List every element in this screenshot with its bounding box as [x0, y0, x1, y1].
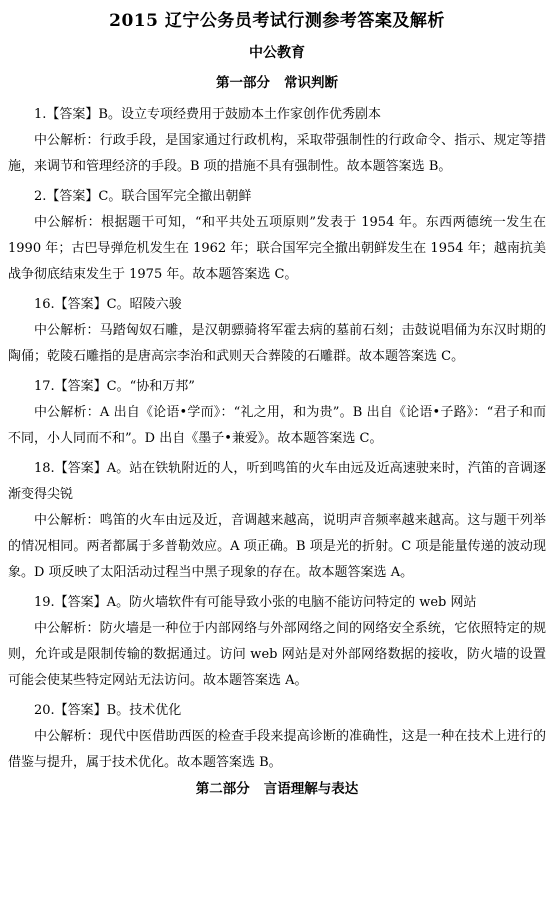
explanation-paragraph: 中公解析：A 出自《论语•学而》：“礼之用，和为贵”。B 出自《论语•子路》：“君子和而不同，小人同而不和”。D 出自《墨子•兼爱》。故本题答案选 C。	[8, 405, 546, 446]
answer-block-1	[8, 102, 546, 180]
organization-name: 中公教育	[249, 45, 305, 61]
answer-line: 20.【答案】B。技术优化	[34, 703, 182, 718]
answer-line: 1.【答案】B。设立专项经费用于鼓励本土作家创作优秀剧本	[34, 107, 381, 122]
answer-block-18	[8, 456, 546, 586]
answer-line: 17.【答案】C。“协和万邦”	[34, 379, 195, 394]
document-title: 2015 辽宁公务员考试行测参考答案及解析	[109, 11, 445, 31]
answer-block-17	[8, 374, 546, 452]
answer-line: 2.【答案】C。联合国军完全撤出朝鲜	[34, 189, 252, 204]
section-heading-1	[8, 74, 546, 92]
answer-block-2	[8, 184, 546, 288]
answer-block-20	[8, 698, 546, 776]
explanation-paragraph: 中公解析：防火墙是一种位于内部网络与外部网络之间的网络安全系统，它依照特定的规则，允许或是限制传输的数据通过。访问 web 网站是对外部网络数据的接收，防火墙的设置可能会使某些特定网站无法访问。故本题答案选 A。	[8, 621, 546, 688]
answer-line: 19.【答案】A。防火墙软件有可能导致小张的电脑不能访问特定的 web 网站	[34, 595, 477, 610]
section-2-number: 第二部分	[195, 781, 250, 797]
explanation-paragraph: 中公解析：鸣笛的火车由远及近，音调越来越高，说明声音频率越来越高。这与题干列举的情况相同。两者都属于多普勒效应。A 项正确。B 项是光的折射。C 项是能量传递的波动现象。D 项反映了太阳活动过程当中黑子现象的存在。故本题答案选 A。	[8, 513, 546, 580]
explanation-paragraph: 中公解析：马踏匈奴石雕，是汉朝骠骑将军霍去病的墓前石刻；击鼓说唱俑为东汉时期的陶俑；乾陵石雕指的是唐高宗李治和武则天合葬陵的石雕群。故本题答案选 C。	[8, 323, 546, 364]
section-2-name: 言语理解与表达	[263, 781, 359, 797]
explanation-paragraph: 中公解析：行政手段，是国家通过行政机构，采取带强制性的行政命令、指示、规定等措施，来调节和管理经济的手段。B 项的措施不具有强制性。故本题答案选 B。	[8, 133, 546, 174]
answer-block-19	[8, 590, 546, 694]
answer-line: 16.【答案】C。昭陵六骏	[34, 297, 182, 312]
answer-line: 18.【答案】A。站在铁轨附近的人，听到鸣笛的火车由远及近高速驶来时，汽笛的音调逐渐变得尖锐	[8, 461, 546, 502]
explanation-paragraph: 中公解析：现代中医借助西医的检查手段来提高诊断的准确性，这是一种在技术上进行的借鉴与提升，属于技术优化。故本题答案选 B。	[8, 729, 546, 770]
answer-block-16	[8, 292, 546, 370]
section-heading-2	[8, 780, 546, 798]
section-1-number: 第一部分	[216, 75, 270, 91]
section-1-name: 常识判断	[284, 75, 338, 91]
explanation-paragraph: 中公解析：根据题干可知，“和平共处五项原则”发表于 1954 年。东西两德统一发生在 1990 年；古巴导弹危机发生在 1962 年；联合国军完全撤出朝鲜发生在 1954 年；越南抗美战争彻底结束发生于 1975 年。故本题答案选 C。	[8, 215, 546, 282]
